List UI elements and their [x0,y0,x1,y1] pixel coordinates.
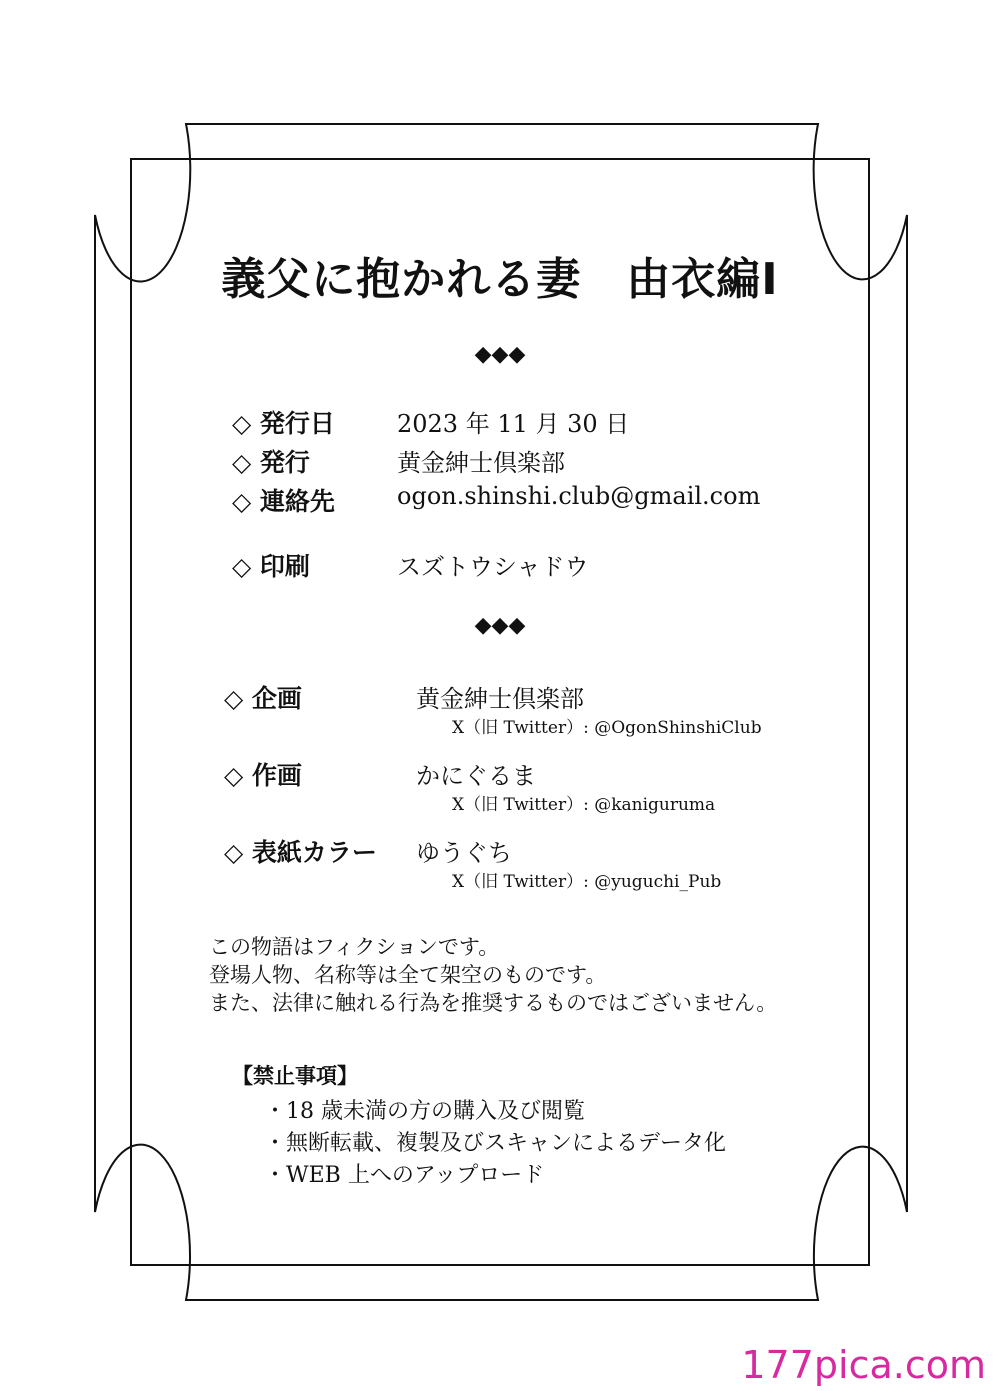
art-value: かにぐるま [416,762,536,790]
contact-label: ◇ 連絡先 [232,487,335,516]
prohibited-item-2: ・無断転載、複製及びスキャンによるデータ化 [264,1131,727,1156]
cover-color-value: ゆうぐち [416,839,512,867]
site-watermark: 177pica.com [741,1343,986,1387]
publisher-value: 黄金紳士倶楽部 [397,449,565,477]
planning-value: 黄金紳士倶楽部 [416,685,584,713]
printer-label: ◇ 印刷 [232,552,310,581]
cover-color-label: ◇ 表紙カラー [224,838,377,867]
prohibited-item-1: ・18 歳未満の方の購入及び閲覧 [264,1099,585,1124]
printer-value: スズトウシャドウ [397,553,589,581]
cover-color-social: X（旧 Twitter）: @yuguchi_Pub [452,872,722,892]
notice-line-3: また、法律に触れる行為を推奨するものではございません。 [209,991,778,1015]
publisher-label: ◇ 発行 [232,448,310,477]
page-title: 義父に抱かれる妻 由衣編Ⅰ [221,254,779,305]
prohibited-title: 【禁止事項】 [232,1064,358,1088]
art-label: ◇ 作画 [224,761,302,790]
art-social: X（旧 Twitter）: @kaniguruma [452,795,716,815]
prohibited-item-3: ・WEB 上へのアップロード [264,1163,545,1188]
separator-1: ◆◆◆ [474,342,526,367]
notice-line-1: この物語はフィクションです。 [209,935,500,959]
separator-2: ◆◆◆ [474,613,526,638]
contact-value: ogon.shinshi.club@gmail.com [397,482,761,510]
issue-date-value: 2023 年 11 月 30 日 [397,410,630,438]
issue-date-label: ◇ 発行日 [232,409,335,438]
planning-social: X（旧 Twitter）: @OgonShinshiClub [452,718,762,738]
planning-label: ◇ 企画 [224,684,302,713]
notice-line-2: 登場人物、名称等は全て架空のものです。 [209,963,607,987]
